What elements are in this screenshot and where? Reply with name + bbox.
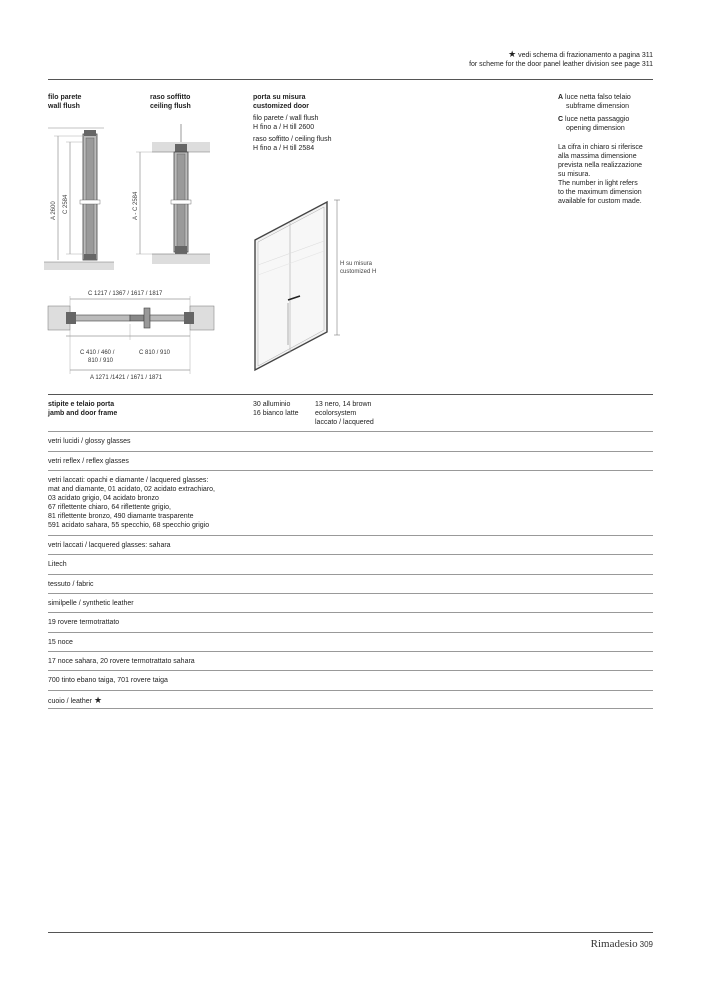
frame-heading bbox=[48, 400, 117, 418]
plan-c-right: C 810 / 910 bbox=[139, 350, 171, 356]
row-sahara-woods: 17 noce sahara, 20 rovere termotrattato sahara bbox=[48, 658, 195, 665]
frame-finish: ecolorsystem bbox=[315, 410, 357, 417]
legend-a-it: luce netta falso telaio bbox=[565, 94, 631, 101]
header-note bbox=[380, 50, 653, 69]
row-line: 03 acidato grigio, 04 acidato bronzo bbox=[48, 495, 159, 502]
row-divider bbox=[48, 708, 653, 709]
footer-divider bbox=[48, 932, 653, 933]
legend-c-letter: C bbox=[558, 116, 564, 123]
row-fabric: tessuto / fabric bbox=[48, 581, 94, 588]
plan-top-dim: C 1217 / 1367 / 1617 / 1817 bbox=[88, 291, 163, 297]
row-divider bbox=[48, 574, 653, 575]
row-line: vetri laccati: opachi e diamante / lacquered glasses: bbox=[48, 477, 209, 484]
star-icon: ★ bbox=[93, 695, 103, 705]
legend-note-line: The number in light refers bbox=[558, 180, 638, 187]
row-divider bbox=[48, 470, 653, 471]
row-glossy-glasses: vetri lucidi / glossy glasses bbox=[48, 438, 131, 445]
row-leather-label: cuoio / leather bbox=[48, 698, 92, 705]
row-line: mat and diamante, 01 acidato, 02 acidato extrachiaro, bbox=[48, 486, 215, 493]
ceiling-heading-it: raso soffitto bbox=[150, 94, 191, 101]
row-line: 591 acidato sahara, 55 specchio, 68 specchio grigio bbox=[48, 522, 210, 529]
frame-divider bbox=[48, 394, 653, 395]
door-wall-line2: H fino a / H till 2600 bbox=[253, 124, 315, 131]
wall-flush-heading bbox=[48, 93, 81, 111]
star-icon: ★ bbox=[508, 49, 517, 59]
frame-finish: 30 alluminio bbox=[253, 401, 291, 408]
frame-heading-it: stipite e telaio porta bbox=[48, 401, 115, 408]
frame-heading-en: jamb and door frame bbox=[48, 410, 118, 417]
legend-a-letter: A bbox=[558, 94, 564, 101]
row-synthetic-leather: similpelle / synthetic leather bbox=[48, 600, 134, 607]
row-line: 81 riflettente bronzo, 490 diamante trasparente bbox=[48, 513, 194, 520]
h-label-1: H su misura bbox=[340, 261, 373, 267]
row-lacquered-glasses bbox=[48, 476, 215, 530]
ceil-dim: A - C 2584 bbox=[133, 191, 139, 220]
frame-finish: 16 bianco latte bbox=[253, 410, 299, 417]
row-divider bbox=[48, 593, 653, 594]
row-divider bbox=[48, 670, 653, 671]
legend-note-line: su misura. bbox=[558, 171, 591, 178]
row-litech: Litech bbox=[48, 561, 67, 568]
h-label-2: customized H bbox=[340, 269, 377, 275]
header-note-en: for scheme for the door panel leather division see page 311 bbox=[469, 61, 653, 68]
row-taiga: 700 tinto ebano taiga, 701 rovere taiga bbox=[48, 677, 168, 684]
wall-dim-c: C 2584 bbox=[63, 194, 69, 214]
row-noce: 15 noce bbox=[48, 639, 73, 646]
legend-c-it: luce netta passaggio bbox=[565, 116, 630, 123]
frame-finish: laccato / lacquered bbox=[315, 419, 374, 426]
plan-c-left-2: 810 / 910 bbox=[88, 358, 114, 364]
plan-view-drawing bbox=[44, 286, 224, 382]
legend-note-line: prevista nella realizzazione bbox=[558, 162, 643, 169]
row-divider bbox=[48, 554, 653, 555]
row-leather bbox=[48, 696, 102, 706]
legend-note-line: available for custom made. bbox=[558, 198, 642, 205]
door-heading-en: customized door bbox=[253, 103, 310, 110]
row-divider bbox=[48, 612, 653, 613]
frame-finishes-col2 bbox=[315, 400, 374, 427]
row-divider bbox=[48, 632, 653, 633]
page-number: 309 bbox=[639, 940, 653, 949]
plan-c-left-1: C 410 / 460 / bbox=[80, 350, 115, 356]
ceiling-heading-en: ceiling flush bbox=[150, 103, 191, 110]
door-ceil-line1: raso soffitto / ceiling flush bbox=[253, 136, 332, 143]
row-lacquered-sahara: vetri laccati / lacquered glasses: sahara bbox=[48, 542, 171, 549]
row-divider bbox=[48, 535, 653, 536]
door-heading-it: porta su misura bbox=[253, 94, 306, 101]
door-wall-line1: filo parete / wall flush bbox=[253, 115, 319, 122]
ceiling-flush-heading bbox=[150, 93, 191, 111]
customized-door-heading bbox=[253, 93, 331, 153]
header-note-it: vedi schema di frazionamento a pagina 311 bbox=[518, 52, 653, 59]
door-ceil-line2: H fino a / H till 2584 bbox=[253, 145, 315, 152]
legend-note-line: alla massima dimensione bbox=[558, 153, 637, 160]
wall-heading-it: filo parete bbox=[48, 94, 82, 101]
footer bbox=[560, 940, 653, 950]
frame-finishes-col1 bbox=[253, 400, 299, 418]
row-line: 67 riflettente chiaro, 64 riflettente grigio, bbox=[48, 504, 171, 511]
row-divider bbox=[48, 651, 653, 652]
frame-finish: 13 nero, 14 brown bbox=[315, 401, 372, 408]
row-divider bbox=[48, 690, 653, 691]
customized-door-drawing bbox=[250, 195, 390, 375]
ceiling-flush-section-drawing bbox=[130, 120, 210, 270]
wall-dim-a: A 2600 bbox=[51, 201, 57, 220]
row-divider bbox=[48, 451, 653, 452]
row-divider bbox=[48, 431, 653, 432]
wall-heading-en: wall flush bbox=[48, 103, 80, 110]
wall-flush-section-drawing bbox=[44, 120, 114, 270]
legend-c-en: opening dimension bbox=[566, 125, 625, 132]
legend-note-line: La cifra in chiaro si riferisce bbox=[558, 144, 643, 151]
legend-a-en: subframe dimension bbox=[566, 103, 630, 110]
row-reflex-glasses: vetri reflex / reflex glasses bbox=[48, 458, 129, 465]
row-rovere-termotrattato: 19 rovere termotrattato bbox=[48, 619, 120, 626]
plan-bottom-dim: A 1271 /1421 / 1671 / 1871 bbox=[90, 375, 163, 381]
legend bbox=[558, 93, 658, 206]
top-divider bbox=[48, 79, 653, 80]
brand-logo: Rimadesio bbox=[590, 938, 638, 950]
legend-note-line: to the maximum dimension bbox=[558, 189, 642, 196]
